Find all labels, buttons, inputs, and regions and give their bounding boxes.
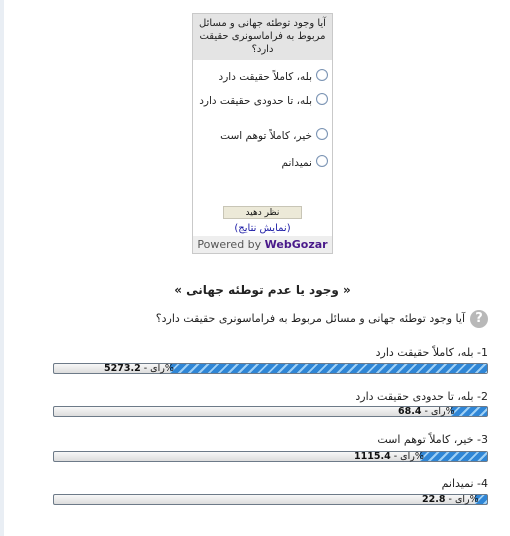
poll-option-4[interactable] bbox=[198, 155, 328, 170]
poll-widget bbox=[192, 13, 333, 254]
result-votes: 52 bbox=[104, 363, 118, 374]
radio-button-icon[interactable] bbox=[316, 93, 328, 105]
result-bar-text: 11 رای - 15.4 % bbox=[354, 451, 424, 462]
result-percent: 15.4 bbox=[367, 451, 391, 462]
result-bar-fill bbox=[451, 407, 487, 416]
poll-option-label: بله، کاملاً حقیقت دارد bbox=[218, 71, 312, 83]
result-label-4: 4- نمیدانم bbox=[441, 477, 488, 490]
result-bar-2 bbox=[53, 406, 488, 417]
result-label-2: 2- بله، تا حدودی حقیقت دارد bbox=[355, 390, 488, 403]
poll-option-2[interactable] bbox=[198, 93, 328, 108]
webgozar-brand[interactable]: WebGozar bbox=[264, 238, 328, 251]
result-votes: 2 bbox=[422, 494, 429, 505]
vote-button[interactable]: نظر دهید bbox=[223, 206, 302, 219]
result-bar-text: 52 رای - 73.2 % bbox=[104, 363, 174, 374]
result-bar-fill bbox=[170, 364, 487, 373]
results-title: « وجود یا عدم توطئه جهانی » bbox=[174, 283, 351, 297]
result-bar-text: 6 رای - 8.4 % bbox=[398, 406, 455, 417]
result-label-3: 3- خیر، کاملاً توهم است bbox=[377, 433, 488, 446]
result-percent: 8.4 bbox=[404, 406, 422, 417]
result-bar-text: 2 رای - 2.8 % bbox=[422, 494, 479, 505]
result-label-1: 1- بله، کاملاً حقیقت دارد bbox=[375, 346, 488, 359]
result-bar-fill bbox=[420, 452, 487, 461]
left-edge-strip bbox=[0, 0, 4, 536]
radio-button-icon[interactable] bbox=[316, 128, 328, 140]
radio-button-icon[interactable] bbox=[316, 155, 328, 167]
poll-option-3[interactable] bbox=[198, 128, 328, 143]
poll-question: آیا وجود توطئه جهانی و مسائل مربوط به فراماسونری حقیقت دارد؟ bbox=[193, 14, 332, 60]
radio-button-icon[interactable] bbox=[316, 69, 328, 81]
result-percent: 73.2 bbox=[117, 363, 141, 374]
powered-by-footer[interactable] bbox=[193, 236, 332, 253]
result-votes: 11 bbox=[354, 451, 368, 462]
result-bar-4 bbox=[53, 494, 488, 505]
poll-option-label: خیر، کاملاً توهم است bbox=[220, 130, 312, 142]
result-bar-3 bbox=[53, 451, 488, 462]
powered-by-text: Powered by bbox=[197, 238, 262, 251]
poll-option-1[interactable] bbox=[198, 69, 328, 84]
result-bar-1 bbox=[53, 363, 488, 374]
poll-option-label: نمیدانم bbox=[281, 157, 312, 169]
result-votes: 6 bbox=[398, 406, 405, 417]
results-question: آیا وجود توطئه جهانی و مسائل مربوط به فراماسونری حقیقت دارد؟ bbox=[155, 312, 465, 325]
result-percent: 2.8 bbox=[428, 494, 446, 505]
show-results-link[interactable]: (نمایش نتایج) bbox=[234, 223, 291, 234]
help-icon: ? bbox=[470, 310, 488, 328]
poll-option-label: بله، تا حدودی حقیقت دارد bbox=[199, 95, 312, 107]
